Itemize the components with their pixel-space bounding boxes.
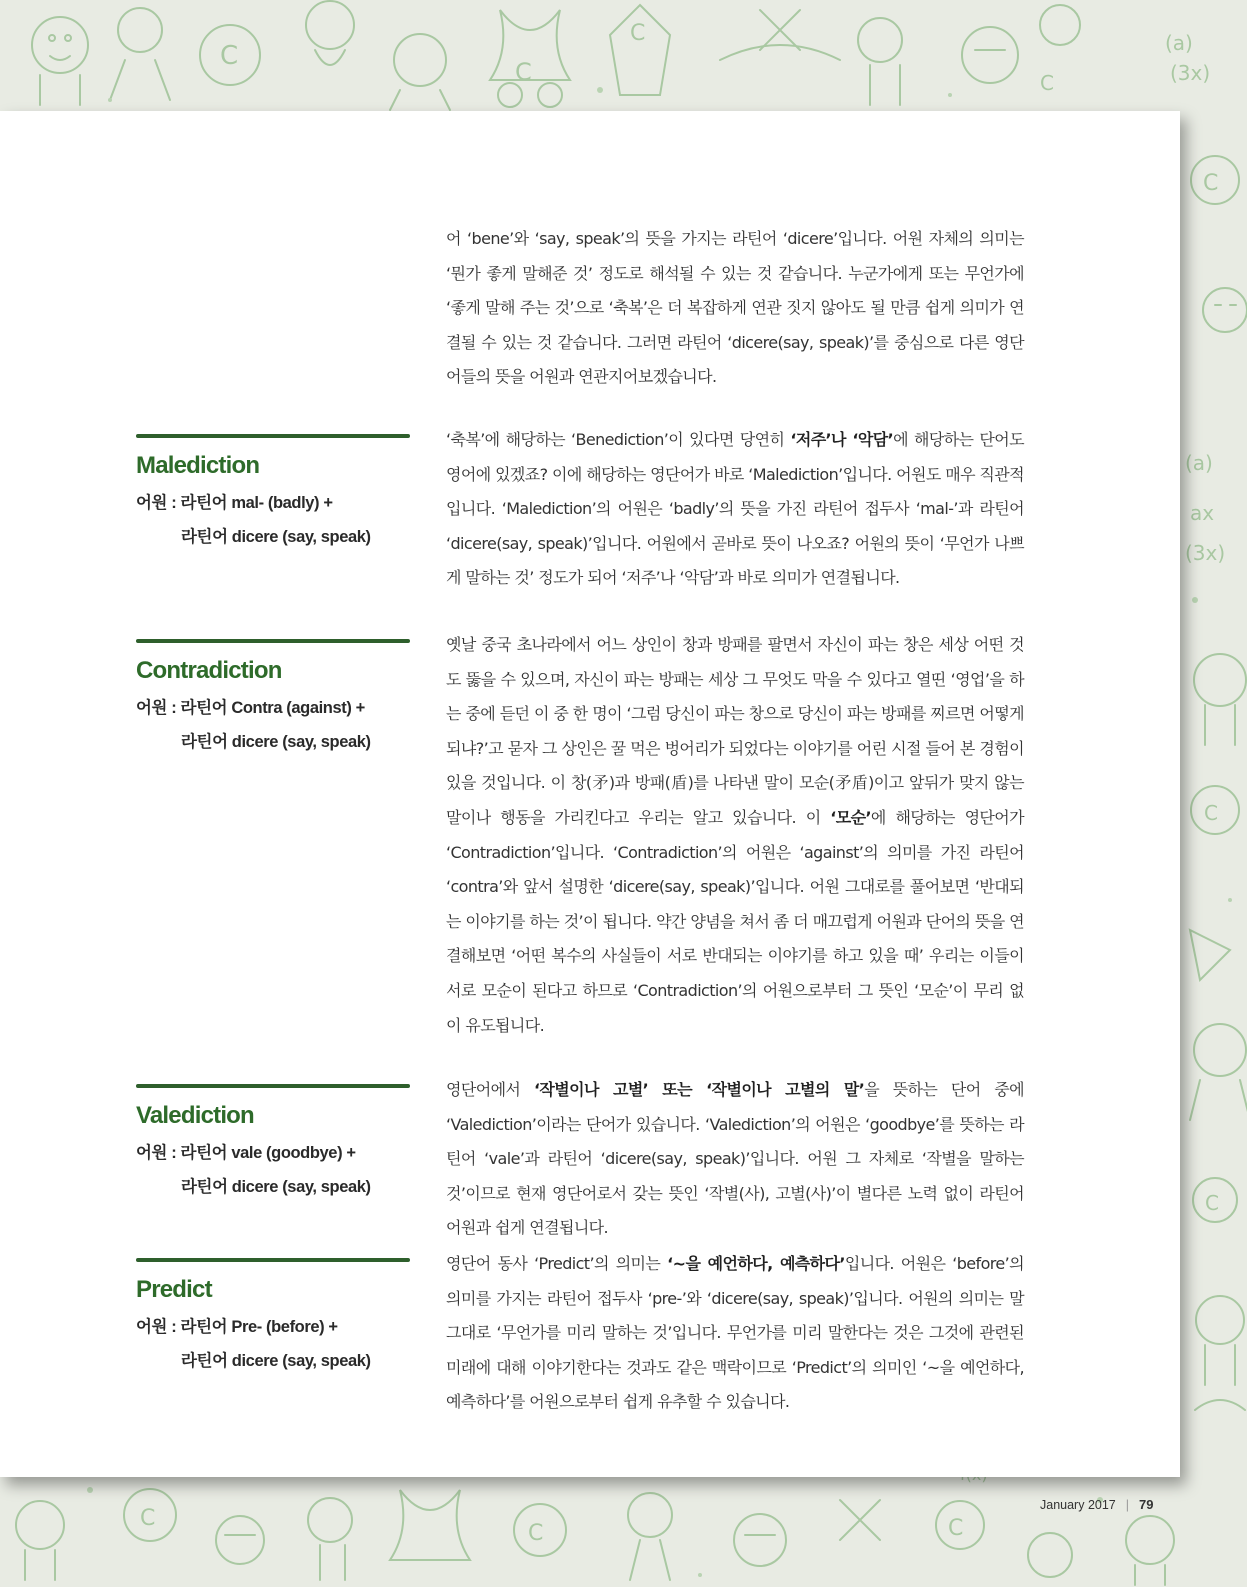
term-etymology	[136, 1136, 410, 1204]
svg-text:(3x): (3x)	[1185, 541, 1226, 565]
svg-text:(3x): (3x)	[1170, 61, 1211, 85]
section-rule	[136, 1084, 410, 1088]
body-text-emphasis: ‘저주’나 ‘악담’	[790, 430, 894, 449]
term-title: Valediction	[136, 1102, 254, 1129]
intro-paragraph	[446, 222, 1024, 395]
term-body-text	[446, 423, 1024, 596]
svg-text:(a): (a)	[1185, 451, 1213, 475]
term-body	[446, 1073, 1024, 1246]
page-footer	[1040, 1497, 1180, 1512]
etymology-line-2: 라틴어 dicere (say, speak)	[181, 1352, 371, 1370]
section-rule	[136, 434, 410, 438]
svg-text:C: C	[515, 58, 532, 86]
body-text-end: 에 해당하는 단어도 영어에 있겠죠? 이에 해당하는 영단어가 바로 ‘Malediction’입니다. 어원도 매우 직관적입니다. ‘Malediction’의 어원은 ‘badly’의 뜻을 가진 라틴어 접두사 ‘mal-’과 라틴어 ‘dicere(say, speak)’입니다. 어원에서 곧바로 뜻이 나오죠? 어원의 뜻이 ‘무언가 나쁘게 말하는 것’ 정도가 되어 ‘저주’나 ‘악담’과 바로 의미가 연결됩니다.	[446, 430, 1024, 588]
etymology-line-2: 라틴어 dicere (say, speak)	[181, 1178, 371, 1196]
issue-date: January 2017	[1040, 1497, 1116, 1512]
body-text-start: 옛날 중국 초나라에서 어느 상인이 창과 방패를 팔면서 자신이 파는 창은 세상 어떤 것도 뚫을 수 있으며, 자신이 파는 방패는 세상 그 무엇도 막을 수 있다고 열띤 ‘영업’을 하는 중에 듣던 이 중 한 명이 ‘그럼 당신이 파는 창으로 당신이 파는 방패를 찌르면 어떻게 되냐?’고 묻자 그 상인은 꿀 먹은 벙어리가 되었다는 이야기를 어린 시절 들어 본 경험이 있을 것입니다. 이 창(矛)과 방패(盾)를 나타낸 말이 모순(矛盾)이고 앞뒤가 맞지 않는 말이나 행동을 가리킨다고 우리는 알고 있습니다. 이	[446, 635, 1024, 827]
page-number: 79	[1139, 1497, 1154, 1512]
term-sidebar	[136, 639, 410, 759]
svg-text:C: C	[1203, 171, 1219, 196]
term-body	[446, 423, 1024, 596]
svg-text:C: C	[220, 41, 239, 71]
svg-text:C: C	[948, 1516, 964, 1541]
body-text-end: 을 뜻하는 단어 중에 ‘Valediction’이라는 단어가 있습니다. ‘Valediction’의 어원은 ‘goodbye’를 뜻하는 라틴어 ‘vale’과 라틴어 ‘dicere(say, speak)’입니다. 어원 그 자체로 ‘작별을 말하는 것’이므로 현재 영단어로서 갖는 뜻인 ‘작별(사), 고별(사)’이 별다른 노력 없이 라틴어 어원과 쉽게 연결됩니다.	[446, 1080, 1024, 1238]
svg-text:C: C	[1205, 1191, 1219, 1215]
body-text-emphasis: ‘작별이나 고별’ 또는 ‘작별이나 고별의 말’	[533, 1080, 865, 1099]
etymology-line-1: 어원 : 라틴어 mal- (badly) +	[136, 494, 333, 512]
etymology-line-1: 어원 : 라틴어 vale (goodbye) +	[136, 1144, 356, 1162]
etymology-line-1: 어원 : 라틴어 Contra (against) +	[136, 699, 365, 717]
term-body-text	[446, 1073, 1024, 1246]
etymology-line-2: 라틴어 dicere (say, speak)	[181, 528, 371, 546]
svg-text:(a): (a)	[1165, 31, 1193, 55]
svg-text:C: C	[528, 1521, 544, 1546]
term-etymology	[136, 691, 410, 759]
term-etymology	[136, 486, 410, 554]
term-body	[446, 628, 1024, 1043]
etymology-line-2: 라틴어 dicere (say, speak)	[181, 733, 371, 751]
term-body-text	[446, 1247, 1024, 1420]
term-sidebar	[136, 434, 410, 554]
term-title: Malediction	[136, 452, 260, 479]
term-title: Contradiction	[136, 657, 282, 684]
term-body	[446, 1247, 1024, 1420]
body-text-start: 영단어에서	[446, 1080, 534, 1099]
term-title: Predict	[136, 1276, 212, 1303]
svg-text:C: C	[630, 21, 646, 46]
svg-text:ax: ax	[1190, 501, 1215, 525]
term-body-text	[446, 628, 1024, 1043]
term-etymology	[136, 1310, 410, 1378]
body-text-start: ‘축복’에 해당하는 ‘Benediction’이 있다면 당연히	[446, 430, 791, 449]
section-rule	[136, 639, 410, 643]
svg-text:C: C	[140, 1506, 156, 1531]
term-sidebar	[136, 1084, 410, 1204]
body-text-end: 에 해당하는 영단어가 ‘Contradiction’입니다. ‘Contradiction’의 어원은 ‘against’의 의미를 가진 라틴어 ‘contra’와 앞서 설명한 ‘dicere(say, speak)’입니다. 어원 그대로를 풀어보면 ‘반대되는 이야기를 하는 것’이 됩니다. 약간 양념을 쳐서 좀 더 매끄럽게 어원과 단어의 뜻을 연결해보면 ‘어떤 복수의 사실들이 서로 반대되는 이야기를 하고 있을 때’ 우리는 이들이 서로 모순이 된다고 하므로 ‘Contradiction’의 어원으로부터 그 뜻인 ‘모순’이 무리 없이 유도됩니다.	[446, 807, 1024, 1035]
body-text-emphasis: ‘~을 예언하다, 예측하다’	[667, 1254, 845, 1273]
etymology-line-1: 어원 : 라틴어 Pre- (before) +	[136, 1318, 338, 1336]
term-sidebar	[136, 1258, 410, 1378]
svg-text:C: C	[1204, 801, 1218, 825]
body-text-emphasis: ‘모순’	[830, 807, 871, 827]
section-rule	[136, 1258, 410, 1262]
body-text-end: 입니다. 어원은 ‘before’의 의미를 가지는 라틴어 접두사 ‘pre-’와 ‘dicere(say, speak)’입니다. 어원의 의미는 말 그대로 ‘무언가를 미리 말하는 것’입니다. 무언가를 미리 말한다는 것은 그것에 관련된 미래에 대해 이야기한다는 것과도 같은 맥락이므로 ‘Predict’의 의미인 ‘~을 예언하다, 예측하다’를 어원으로부터 쉽게 유추할 수 있습니다.	[446, 1254, 1024, 1412]
footer-separator: |	[1125, 1497, 1130, 1512]
intro-text: 어 ‘bene’와 ‘say, speak’의 뜻을 가지는 라틴어 ‘dicere’입니다. 어원 자체의 의미는 ‘뭔가 좋게 말해준 것’ 정도로 해석될 수 있는 것 같습니다. 누군가에게 또는 무언가에 ‘좋게 말해 주는 것’으로 ‘축복’은 더 복잡하게 연관 짓지 않아도 될 만큼 쉽게 의미가 연결될 수 있는 것 같습니다. 그러면 라틴어 ‘dicere(say, speak)’를 중심으로 다른 영단어들의 뜻을 어원과 연관지어보겠습니다.	[446, 229, 1024, 387]
body-text-start: 영단어 동사 ‘Predict’의 의미는	[446, 1254, 668, 1273]
svg-text:C: C	[1040, 71, 1054, 95]
